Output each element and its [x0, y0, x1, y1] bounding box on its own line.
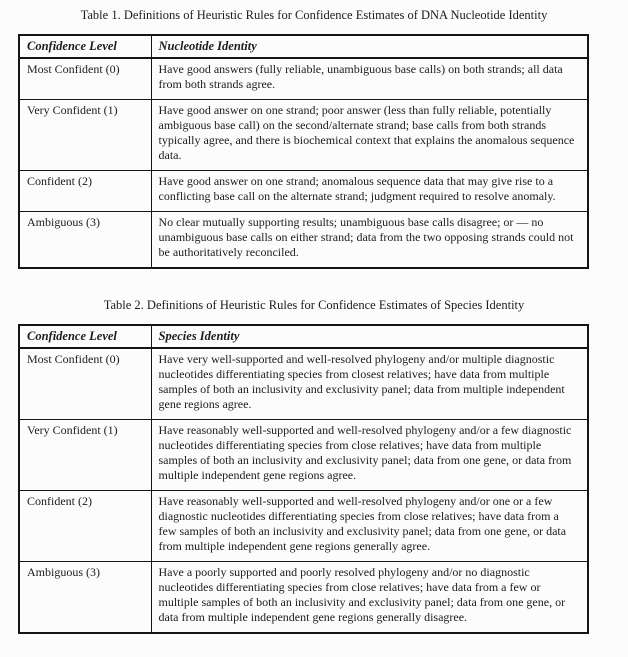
definition-cell: Have good answer on one strand; poor answer (less than fully reliable, potentially ambiguous base call) on the second/alternate strand; base calls from both strands typically agree, and there is biochemical context that explains the anomalous sequence data. — [151, 100, 588, 171]
confidence-level-cell: Very Confident (1) — [19, 420, 151, 491]
confidence-level-cell: Very Confident (1) — [19, 100, 151, 171]
table-2-header-row — [19, 325, 588, 348]
confidence-level-cell: Most Confident (0) — [19, 58, 151, 100]
table-row-very-confident — [19, 100, 588, 171]
table-1-dna-nucleotide-identity — [18, 34, 589, 269]
definition-cell: Have a poorly supported and poorly resolved phylogeny and/or no diagnostic nucleotides differentiating species from close relatives; have data from a few or multiple samples of both an inclusivity and exclusivity panel; data from one gene, or data from multiple independent gene regions generally disagree. — [151, 562, 588, 634]
table-row-confident — [19, 171, 588, 212]
table-1-caption: Table 1. Definitions of Heuristic Rules for Confidence Estimates of DNA Nucleotide Identity — [80, 8, 548, 22]
table-2-species-identity-header: Species Identity — [151, 325, 588, 348]
confidence-level-cell: Most Confident (0) — [19, 348, 151, 420]
table-row-most-confident — [19, 348, 588, 420]
table-1-confidence-level-header: Confidence Level — [19, 35, 151, 58]
confidence-level-cell: Ambiguous (3) — [19, 212, 151, 269]
table-2-caption: Table 2. Definitions of Heuristic Rules for Confidence Estimates of Species Identity — [103, 298, 525, 312]
confidence-level-cell: Confident (2) — [19, 491, 151, 562]
table-2-species-identity — [18, 324, 589, 634]
confidence-level-cell: Confident (2) — [19, 171, 151, 212]
table-1-header-row — [19, 35, 588, 58]
definition-cell: Have good answer on one strand; anomalous sequence data that may give rise to a conflicting base call on the alternate strand; judgment required to resolve anomaly. — [151, 171, 588, 212]
definition-cell: Have very well-supported and well-resolved phylogeny and/or multiple diagnostic nucleotides differentiating species from closest relatives; have data from multiple samples of both an inclusivity and exclusivity panel; data from multiple independent gene regions agree. — [151, 348, 588, 420]
table-row-ambiguous — [19, 562, 588, 634]
confidence-level-cell: Ambiguous (3) — [19, 562, 151, 634]
definition-cell: Have reasonably well-supported and well-resolved phylogeny and/or a few diagnostic nucleotides differentiating species from close relatives; have data from multiple samples of both an inclusivity and exclusivity panel; data from one gene, or data from multiple independent gene regions agree. — [151, 420, 588, 491]
definition-cell: Have good answers (fully reliable, unambiguous base calls) on both strands; all data from both strands agree. — [151, 58, 588, 100]
table-row-ambiguous — [19, 212, 588, 269]
table-row-very-confident — [19, 420, 588, 491]
table-1-nucleotide-identity-header: Nucleotide Identity — [151, 35, 588, 58]
table-row-confident — [19, 491, 588, 562]
definition-cell: No clear mutually supporting results; unambiguous base calls disagree; or — no unambiguous base calls on either strand; data from the two opposing strands could not be authoritatively reconciled. — [151, 212, 588, 269]
table-2-confidence-level-header: Confidence Level — [19, 325, 151, 348]
definition-cell: Have reasonably well-supported and well-resolved phylogeny and/or one or a few diagnostic nucleotides differentiating species from close relatives; have data from a few samples of both an inclusivity and exclusivity panel; data from one gene, or data from multiple independent gene regions generally agree. — [151, 491, 588, 562]
table-row-most-confident — [19, 58, 588, 100]
